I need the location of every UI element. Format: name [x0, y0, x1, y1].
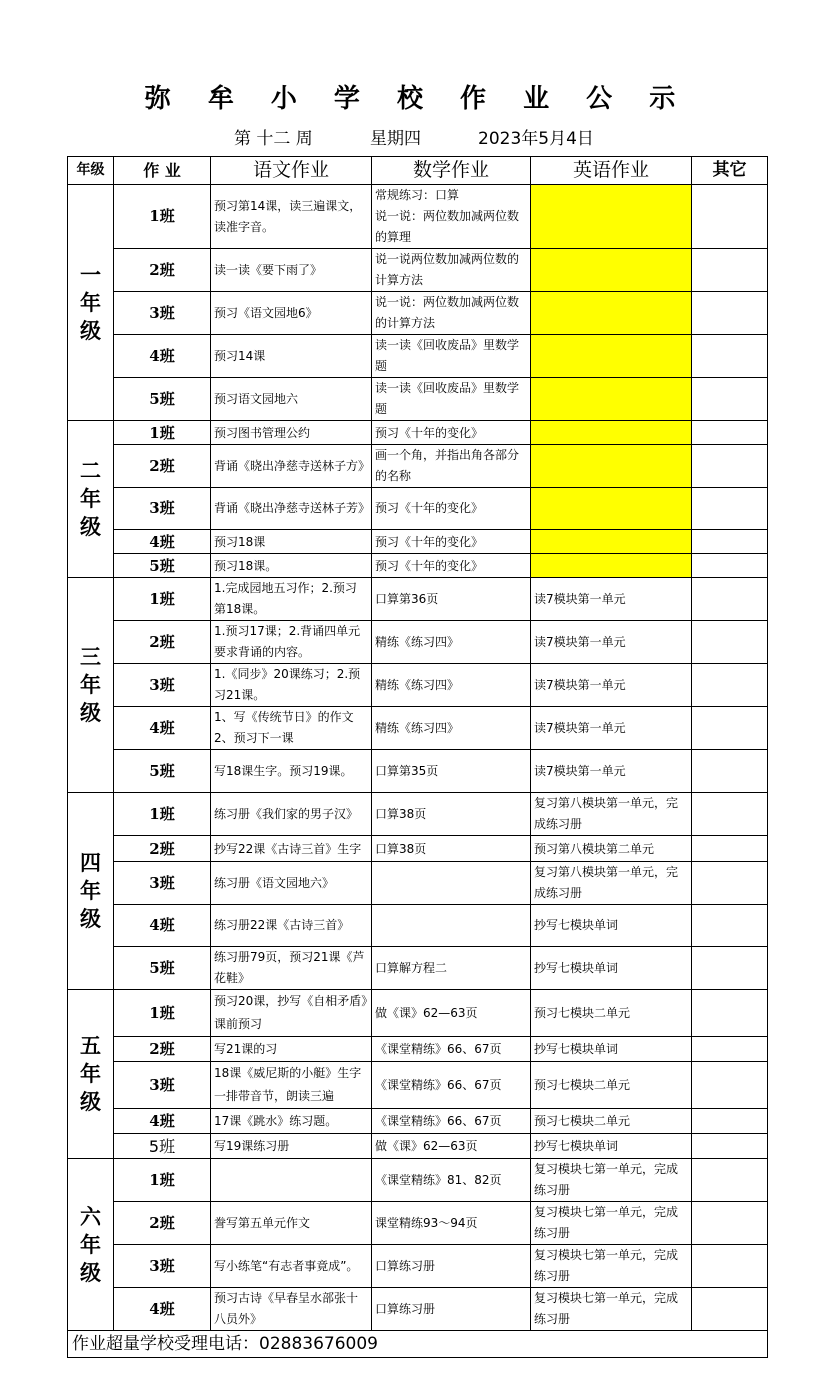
english-homework: 抄写七模块单词 [531, 1134, 692, 1159]
chinese-homework: 写19课练习册 [211, 1134, 372, 1159]
english-homework: 预习七模块二单元 [531, 990, 692, 1037]
class-label: 3班 [114, 664, 211, 707]
math-homework: 口算练习册 [372, 1245, 531, 1288]
chinese-homework: 1、写《传统节日》的作文2、预习下一课 [211, 707, 372, 750]
english-homework: 读7模块第一单元 [531, 621, 692, 664]
weekday-label: 星期四 [370, 129, 421, 149]
complaint-hotline: 作业超量学校受理电话：02883676009 [68, 1331, 768, 1358]
header-homework: 作 业 [114, 157, 211, 185]
other-homework [692, 990, 768, 1037]
header-grade: 年级 [68, 157, 114, 185]
other-homework [692, 1062, 768, 1109]
table-row [68, 707, 768, 750]
table-row [68, 1037, 768, 1062]
table-row [68, 378, 768, 421]
math-homework: 做《课》62—63页 [372, 1134, 531, 1159]
class-label: 1班 [114, 793, 211, 836]
english-homework: 读7模块第一单元 [531, 750, 692, 793]
other-homework [692, 862, 768, 905]
grade-cell [68, 578, 114, 793]
math-homework: 《课堂精练》81、82页 [372, 1159, 531, 1202]
chinese-homework: 练习册《语文园地六》 [211, 862, 372, 905]
chinese-homework: 预习18课。 [211, 554, 372, 578]
math-homework: 精练《练习四》 [372, 707, 531, 750]
table-row [68, 1288, 768, 1331]
table-row [68, 750, 768, 793]
english-homework [531, 421, 692, 445]
chinese-homework: 1.预习17课；2.背诵四单元要求背诵的内容。 [211, 621, 372, 664]
class-label: 4班 [114, 1288, 211, 1331]
chinese-homework: 写21课的习 [211, 1037, 372, 1062]
chinese-homework: 预习《语文园地6》 [211, 292, 372, 335]
grade-label: 五年级 [80, 1033, 101, 1114]
grade-cell [68, 990, 114, 1159]
other-homework [692, 836, 768, 862]
math-homework: 口算第36页 [372, 578, 531, 621]
class-label: 1班 [114, 990, 211, 1037]
chinese-homework: 练习册《我们家的男子汉》 [211, 793, 372, 836]
english-homework: 复习模块七第一单元，完成练习册 [531, 1288, 692, 1331]
math-homework: 预习《十年的变化》 [372, 421, 531, 445]
chinese-homework: 练习册79页，预习21课《芦花鞋》 [211, 947, 372, 990]
math-homework: 口算第35页 [372, 750, 531, 793]
chinese-homework: 预习语文园地六 [211, 378, 372, 421]
other-homework [692, 421, 768, 445]
class-label: 2班 [114, 1202, 211, 1245]
chinese-homework: 17课《跳水》练习题。 [211, 1109, 372, 1134]
other-homework [692, 1288, 768, 1331]
english-homework: 读7模块第一单元 [531, 707, 692, 750]
table-row [68, 249, 768, 292]
table-row [68, 530, 768, 554]
chinese-homework: 1.《同步》20课练习；2.预习21课。 [211, 664, 372, 707]
english-homework [531, 378, 692, 421]
other-homework [692, 1134, 768, 1159]
date-label: 2023年5月4日 [478, 129, 594, 149]
class-label: 5班 [114, 1134, 211, 1159]
english-homework [531, 292, 692, 335]
other-homework [692, 378, 768, 421]
english-homework: 抄写七模块单词 [531, 905, 692, 947]
other-homework [692, 530, 768, 554]
english-homework: 抄写七模块单词 [531, 947, 692, 990]
other-homework [692, 292, 768, 335]
chinese-homework: 写18课生字。预习19课。 [211, 750, 372, 793]
other-homework [692, 664, 768, 707]
class-label: 1班 [114, 185, 211, 249]
chinese-homework: 读一读《要下雨了》 [211, 249, 372, 292]
other-homework [692, 947, 768, 990]
math-homework: 预习《十年的变化》 [372, 488, 531, 530]
english-homework: 复习模块七第一单元，完成练习册 [531, 1245, 692, 1288]
english-homework: 抄写七模块单词 [531, 1037, 692, 1062]
class-label: 4班 [114, 1109, 211, 1134]
other-homework [692, 1109, 768, 1134]
grade-label: 四年级 [80, 850, 101, 931]
chinese-homework: 练习册22课《古诗三首》 [211, 905, 372, 947]
math-homework: 《课堂精练》66、67页 [372, 1037, 531, 1062]
english-homework: 预习七模块二单元 [531, 1109, 692, 1134]
other-homework [692, 249, 768, 292]
math-homework: 口算38页 [372, 793, 531, 836]
english-homework: 读7模块第一单元 [531, 664, 692, 707]
table-row [68, 1134, 768, 1159]
class-label: 2班 [114, 836, 211, 862]
table-row [68, 554, 768, 578]
math-homework: 预习《十年的变化》 [372, 530, 531, 554]
grade-label: 二年级 [80, 458, 101, 539]
other-homework [692, 905, 768, 947]
math-homework: 画一个角，并指出角各部分的名称 [372, 445, 531, 488]
table-row [68, 185, 768, 249]
math-homework [372, 862, 531, 905]
math-homework [372, 905, 531, 947]
other-homework [692, 335, 768, 378]
math-homework: 课堂精练93～94页 [372, 1202, 531, 1245]
english-homework [531, 554, 692, 578]
math-homework: 口算解方程二 [372, 947, 531, 990]
class-label: 5班 [114, 378, 211, 421]
math-homework: 读一读《回收废品》里数学题 [372, 335, 531, 378]
table-row [68, 836, 768, 862]
math-homework: 《课堂精练》66、67页 [372, 1062, 531, 1109]
math-homework: 口算38页 [372, 836, 531, 862]
table-row [68, 445, 768, 488]
table-row [68, 990, 768, 1037]
chinese-homework: 预习18课 [211, 530, 372, 554]
table-row [68, 905, 768, 947]
class-label: 2班 [114, 249, 211, 292]
other-homework [692, 445, 768, 488]
other-homework [692, 707, 768, 750]
other-homework [692, 1202, 768, 1245]
english-homework: 复习模块七第一单元，完成练习册 [531, 1202, 692, 1245]
math-homework: 读一读《回收废品》里数学题 [372, 378, 531, 421]
other-homework [692, 1159, 768, 1202]
header-chinese: 语文作业 [211, 157, 372, 185]
class-label: 1班 [114, 421, 211, 445]
chinese-homework: 背诵《晓出净慈寺送林子芳》 [211, 488, 372, 530]
other-homework [692, 185, 768, 249]
class-label: 5班 [114, 554, 211, 578]
class-label: 4班 [114, 707, 211, 750]
page-title: 弥 牟 小 学 校 作 业 公 示 [144, 84, 690, 114]
math-homework: 精练《练习四》 [372, 664, 531, 707]
other-homework [692, 793, 768, 836]
table-row [68, 1062, 768, 1109]
math-homework: 做《课》62—63页 [372, 990, 531, 1037]
math-homework: 说一说两位数加减两位数的计算方法 [372, 249, 531, 292]
chinese-homework: 誊写第五单元作文 [211, 1202, 372, 1245]
grade-label: 一年级 [80, 261, 101, 343]
english-homework: 复习第八模块第一单元，完成练习册 [531, 793, 692, 836]
english-homework: 复习模块七第一单元，完成练习册 [531, 1159, 692, 1202]
table-row [68, 664, 768, 707]
chinese-homework: 写小练笔“有志者事竟成”。 [211, 1245, 372, 1288]
class-label: 4班 [114, 335, 211, 378]
other-homework [692, 621, 768, 664]
english-homework: 读7模块第一单元 [531, 578, 692, 621]
week-label: 第 十二 周 [234, 129, 313, 149]
other-homework [692, 750, 768, 793]
chinese-homework: 1.完成园地五习作；2.预习第18课。 [211, 578, 372, 621]
table-row [68, 488, 768, 530]
class-label: 3班 [114, 1062, 211, 1109]
grade-label: 三年级 [80, 644, 101, 725]
english-homework [531, 335, 692, 378]
math-homework: 常规练习：口算 说一说：两位数加减两位数的算理 [372, 185, 531, 249]
grade-cell [68, 793, 114, 990]
english-homework: 预习第八模块第二单元 [531, 836, 692, 862]
class-label: 2班 [114, 1037, 211, 1062]
math-homework: 说一说：两位数加减两位数的计算方法 [372, 292, 531, 335]
other-homework [692, 1037, 768, 1062]
table-row [68, 1109, 768, 1134]
date-line [0, 124, 834, 152]
other-homework [692, 554, 768, 578]
other-homework [692, 1245, 768, 1288]
chinese-homework: 预习第14课，读三遍课文，读准字音。 [211, 185, 372, 249]
class-label: 2班 [114, 621, 211, 664]
table-row [68, 621, 768, 664]
header-other: 其它 [692, 157, 768, 185]
english-homework [531, 488, 692, 530]
math-homework: 口算练习册 [372, 1288, 531, 1331]
table-row [68, 1245, 768, 1288]
grade-cell [68, 1159, 114, 1331]
table-row [68, 793, 768, 836]
english-homework [531, 249, 692, 292]
chinese-homework: 预习20课，抄写《自相矛盾》课前预习 [211, 990, 372, 1037]
chinese-homework: 抄写22课《古诗三首》生字 [211, 836, 372, 862]
homework-table [67, 156, 768, 1358]
header-english: 英语作业 [531, 157, 692, 185]
class-label: 1班 [114, 578, 211, 621]
english-homework: 预习七模块二单元 [531, 1062, 692, 1109]
class-label: 5班 [114, 750, 211, 793]
class-label: 2班 [114, 445, 211, 488]
chinese-homework: 预习图书管理公约 [211, 421, 372, 445]
chinese-homework: 18课《威尼斯的小艇》生字一排带音节，朗读三遍 [211, 1062, 372, 1109]
header-row [68, 157, 768, 185]
other-homework [692, 488, 768, 530]
other-homework [692, 578, 768, 621]
footer-row [68, 1331, 768, 1358]
header-math: 数学作业 [372, 157, 531, 185]
table-row [68, 947, 768, 990]
class-label: 3班 [114, 862, 211, 905]
grade-label: 六年级 [80, 1203, 101, 1285]
grade-cell [68, 185, 114, 421]
chinese-homework [211, 1159, 372, 1202]
class-label: 5班 [114, 947, 211, 990]
table-row [68, 578, 768, 621]
class-label: 4班 [114, 530, 211, 554]
class-label: 1班 [114, 1159, 211, 1202]
chinese-homework: 背诵《晓出净慈寺送林子方》 [211, 445, 372, 488]
table-row [68, 335, 768, 378]
class-label: 3班 [114, 1245, 211, 1288]
math-homework: 《课堂精练》66、67页 [372, 1109, 531, 1134]
table-row [68, 292, 768, 335]
english-homework [531, 530, 692, 554]
english-homework: 复习第八模块第一单元，完成练习册 [531, 862, 692, 905]
table-row [68, 1202, 768, 1245]
class-label: 3班 [114, 292, 211, 335]
class-label: 3班 [114, 488, 211, 530]
table-row [68, 862, 768, 905]
english-homework [531, 445, 692, 488]
english-homework [531, 185, 692, 249]
table-row [68, 1159, 768, 1202]
table-row [68, 421, 768, 445]
chinese-homework: 预习古诗《早春呈水部张十八员外》 [211, 1288, 372, 1331]
class-label: 4班 [114, 905, 211, 947]
math-homework: 精练《练习四》 [372, 621, 531, 664]
math-homework: 预习《十年的变化》 [372, 554, 531, 578]
chinese-homework: 预习14课 [211, 335, 372, 378]
grade-cell [68, 421, 114, 578]
